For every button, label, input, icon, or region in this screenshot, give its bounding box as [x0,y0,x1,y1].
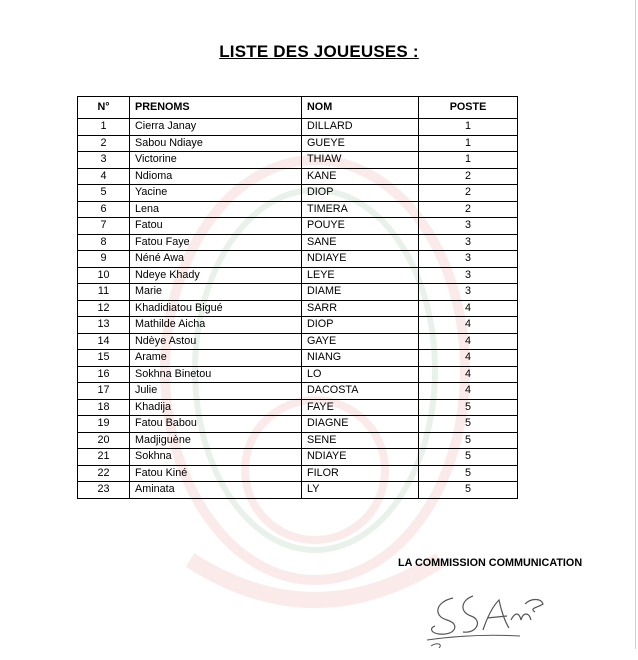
cell-poste: 2 [419,168,518,185]
cell-poste: 2 [419,201,518,218]
cell-nom: GAYE [302,333,419,350]
table-row [78,201,518,218]
cell-number: 18 [78,399,130,416]
cell-number: 6 [78,201,130,218]
cell-number: 19 [78,416,130,433]
cell-nom: DIAME [302,284,419,301]
cell-number: 13 [78,317,130,334]
cell-poste: 1 [419,119,518,136]
cell-nom: TIMERA [302,201,419,218]
table-row [78,333,518,350]
table-row [78,185,518,202]
cell-number: 8 [78,234,130,251]
cell-nom: DIOP [302,185,419,202]
cell-nom: LEYE [302,267,419,284]
cell-poste: 4 [419,317,518,334]
cell-prenom: Arame [130,350,302,367]
cell-poste: 3 [419,284,518,301]
cell-number: 11 [78,284,130,301]
cell-prenom: Sabou Ndiaye [130,135,302,152]
header-number: N° [78,97,130,119]
cell-prenom: Cierra Janay [130,119,302,136]
handwritten-signature [425,590,550,648]
cell-nom: FAYE [302,399,419,416]
cell-prenom: Marie [130,284,302,301]
header-prenoms: PRENOMS [130,97,302,119]
cell-number: 4 [78,168,130,185]
table-row [78,135,518,152]
cell-number: 23 [78,482,130,499]
cell-number: 3 [78,152,130,169]
cell-poste: 4 [419,383,518,400]
cell-prenom: Fatou Kiné [130,465,302,482]
cell-poste: 3 [419,234,518,251]
cell-number: 7 [78,218,130,235]
cell-prenom: Ndeye Khady [130,267,302,284]
table-row [78,317,518,334]
cell-prenom: Aminata [130,482,302,499]
cell-number: 20 [78,432,130,449]
cell-prenom: Sokhna Binetou [130,366,302,383]
cell-nom: KANE [302,168,419,185]
cell-nom: DILLARD [302,119,419,136]
page-edge-divider [635,0,636,649]
cell-prenom: Néné Awa [130,251,302,268]
table-row [78,350,518,367]
document-title: LISTE DES JOUEUSES : [219,42,419,61]
cell-number: 1 [78,119,130,136]
table-row [78,482,518,499]
cell-prenom: Victorine [130,152,302,169]
cell-poste: 5 [419,449,518,466]
cell-number: 5 [78,185,130,202]
table-row [78,449,518,466]
cell-nom: DIAGNE [302,416,419,433]
cell-nom: LO [302,366,419,383]
table-row [78,432,518,449]
table-row [78,300,518,317]
cell-nom: SANE [302,234,419,251]
cell-prenom: Khadidiatou Bigué [130,300,302,317]
table-row [78,399,518,416]
cell-number: 14 [78,333,130,350]
table-row [78,267,518,284]
cell-number: 16 [78,366,130,383]
cell-poste: 3 [419,267,518,284]
commission-signature-label: LA COMMISSION COMMUNICATION [398,557,583,569]
cell-poste: 3 [419,218,518,235]
cell-poste: 5 [419,482,518,499]
table-row [78,416,518,433]
cell-poste: 1 [419,152,518,169]
cell-prenom: Mathilde Aicha [130,317,302,334]
table-row [78,119,518,136]
table-row [78,284,518,301]
cell-poste: 5 [419,432,518,449]
header-poste: POSTE [419,97,518,119]
cell-prenom: Ndèye Astou [130,333,302,350]
cell-nom: NDIAYE [302,449,419,466]
table-row [78,465,518,482]
table-row [78,152,518,169]
cell-poste: 4 [419,350,518,367]
cell-prenom: Madjiguène [130,432,302,449]
cell-prenom: Lena [130,201,302,218]
cell-prenom: Fatou [130,218,302,235]
table-row [78,366,518,383]
cell-poste: 2 [419,185,518,202]
table-row [78,234,518,251]
table-row [78,383,518,400]
cell-number: 22 [78,465,130,482]
cell-poste: 5 [419,399,518,416]
cell-prenom: Julie [130,383,302,400]
cell-prenom: Fatou Faye [130,234,302,251]
cell-nom: SARR [302,300,419,317]
players-table [77,96,518,499]
cell-number: 2 [78,135,130,152]
header-nom: NOM [302,97,419,119]
cell-number: 21 [78,449,130,466]
cell-nom: NDIAYE [302,251,419,268]
cell-number: 17 [78,383,130,400]
cell-number: 9 [78,251,130,268]
cell-prenom: Sokhna [130,449,302,466]
cell-poste: 4 [419,366,518,383]
table-header-row [78,97,518,119]
cell-prenom: Khadija [130,399,302,416]
cell-number: 15 [78,350,130,367]
cell-nom: SENE [302,432,419,449]
cell-nom: DIOP [302,317,419,334]
cell-poste: 1 [419,135,518,152]
cell-number: 10 [78,267,130,284]
table-row [78,251,518,268]
cell-poste: 5 [419,465,518,482]
table-row [78,168,518,185]
cell-poste: 3 [419,251,518,268]
cell-nom: LY [302,482,419,499]
table-row [78,218,518,235]
cell-prenom: Fatou Babou [130,416,302,433]
cell-poste: 4 [419,300,518,317]
cell-prenom: Ndioma [130,168,302,185]
cell-nom: FILOR [302,465,419,482]
cell-nom: THIAW [302,152,419,169]
cell-number: 12 [78,300,130,317]
cell-prenom: Yacine [130,185,302,202]
cell-nom: DACOSTA [302,383,419,400]
cell-nom: POUYE [302,218,419,235]
cell-poste: 5 [419,416,518,433]
cell-nom: GUEYE [302,135,419,152]
cell-nom: NIANG [302,350,419,367]
cell-poste: 4 [419,333,518,350]
